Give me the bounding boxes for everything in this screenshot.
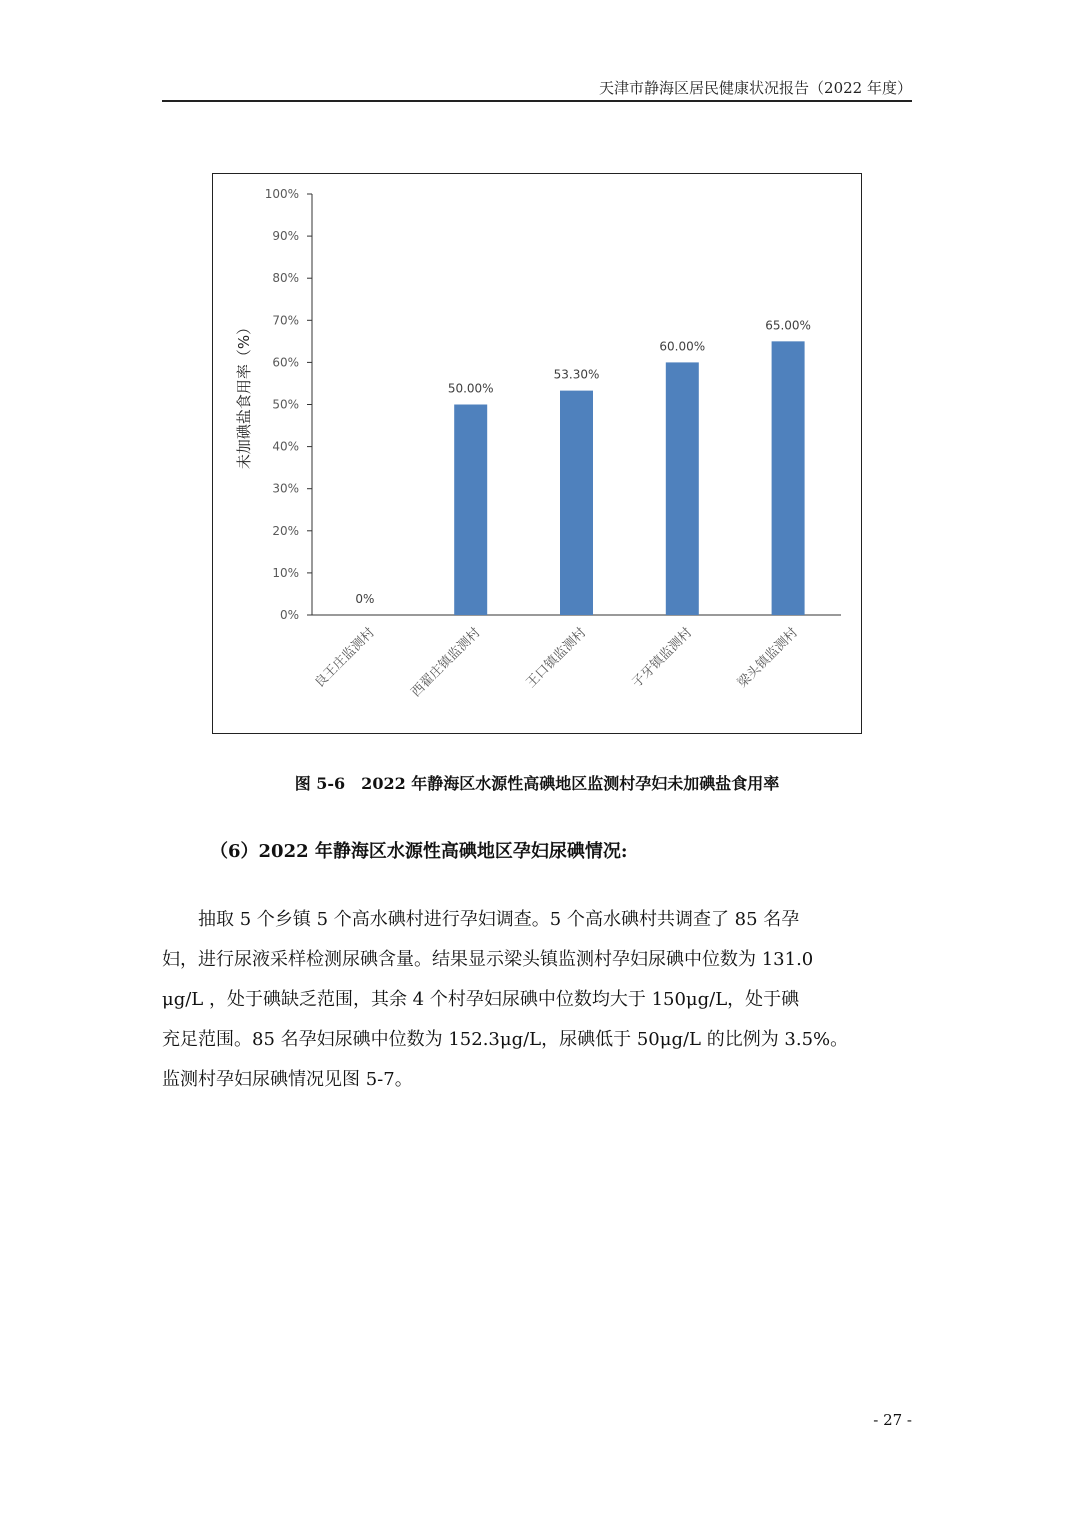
data-label: 0% [355, 592, 375, 606]
paragraph-line: 监测村孕妇尿碘情况见图 5-7。 [162, 1069, 413, 1090]
page-header: 天津市静海区居民健康状况报告（2022 年度） [599, 79, 912, 97]
figure-caption: 图 5-6 2022 年静海区水源性高碘地区监测村孕妇未加碘盐食用率 [294, 774, 780, 793]
paragraph-line: 充足范围。85 名孕妇尿碘中位数为 152.3μg/L，尿碘低于 50μg/L 的比例为 3.5%。 [162, 1029, 849, 1050]
y-tick-label: 80% [272, 271, 299, 286]
y-tick-label: 100% [264, 187, 299, 201]
y-tick-label: 20% [272, 523, 299, 538]
y-tick-label: 50% [272, 397, 299, 412]
x-category-label: 子牙镇监测村 [629, 625, 696, 691]
y-axis-title: 未加碘盐食用率（%） [235, 319, 253, 470]
x-category-label: 梁头镇监测村 [735, 625, 801, 691]
y-tick-label: 40% [272, 439, 299, 454]
bar [454, 405, 487, 616]
header-rule [162, 100, 912, 102]
bar [772, 341, 805, 615]
y-tick-label: 70% [272, 313, 299, 328]
data-label: 50.00% [447, 381, 494, 396]
chart-frame [212, 173, 862, 734]
bar-chart [213, 174, 860, 732]
paragraph-line: 妇，进行尿液采样检测尿碘含量。结果显示梁头镇监测村孕妇尿碘中位数为 131.0 [162, 949, 814, 970]
bar [560, 391, 593, 615]
paragraph-line: 抽取 5 个乡镇 5 个高水碘村进行孕妇调查。5 个高水碘村共调查了 85 名孕 [198, 909, 800, 930]
x-category-label: 西翟庄镇监测村 [408, 625, 484, 701]
x-category-label: 王口镇监测村 [523, 625, 590, 691]
y-tick-label: 60% [272, 355, 299, 370]
data-label: 53.30% [553, 367, 600, 382]
y-tick-label: 90% [272, 229, 299, 244]
body-paragraph [162, 900, 912, 1100]
bar [666, 362, 699, 615]
y-tick-label: 10% [272, 565, 299, 580]
y-tick-label: 30% [272, 481, 299, 496]
page-number: - 27 - [873, 1411, 912, 1429]
section-heading: （6）2022 年静海区水源性高碘地区孕妇尿碘情况: [210, 841, 628, 862]
data-label: 65.00% [765, 318, 811, 333]
y-tick-label: 0% [279, 608, 299, 622]
data-label: 60.00% [659, 339, 706, 354]
x-category-label: 良王庄监测村 [311, 625, 378, 691]
paragraph-line: μg/L ，处于碘缺乏范围，其余 4 个村孕妇尿碘中位数均大于 150μg/L，处于碘 [162, 989, 800, 1010]
